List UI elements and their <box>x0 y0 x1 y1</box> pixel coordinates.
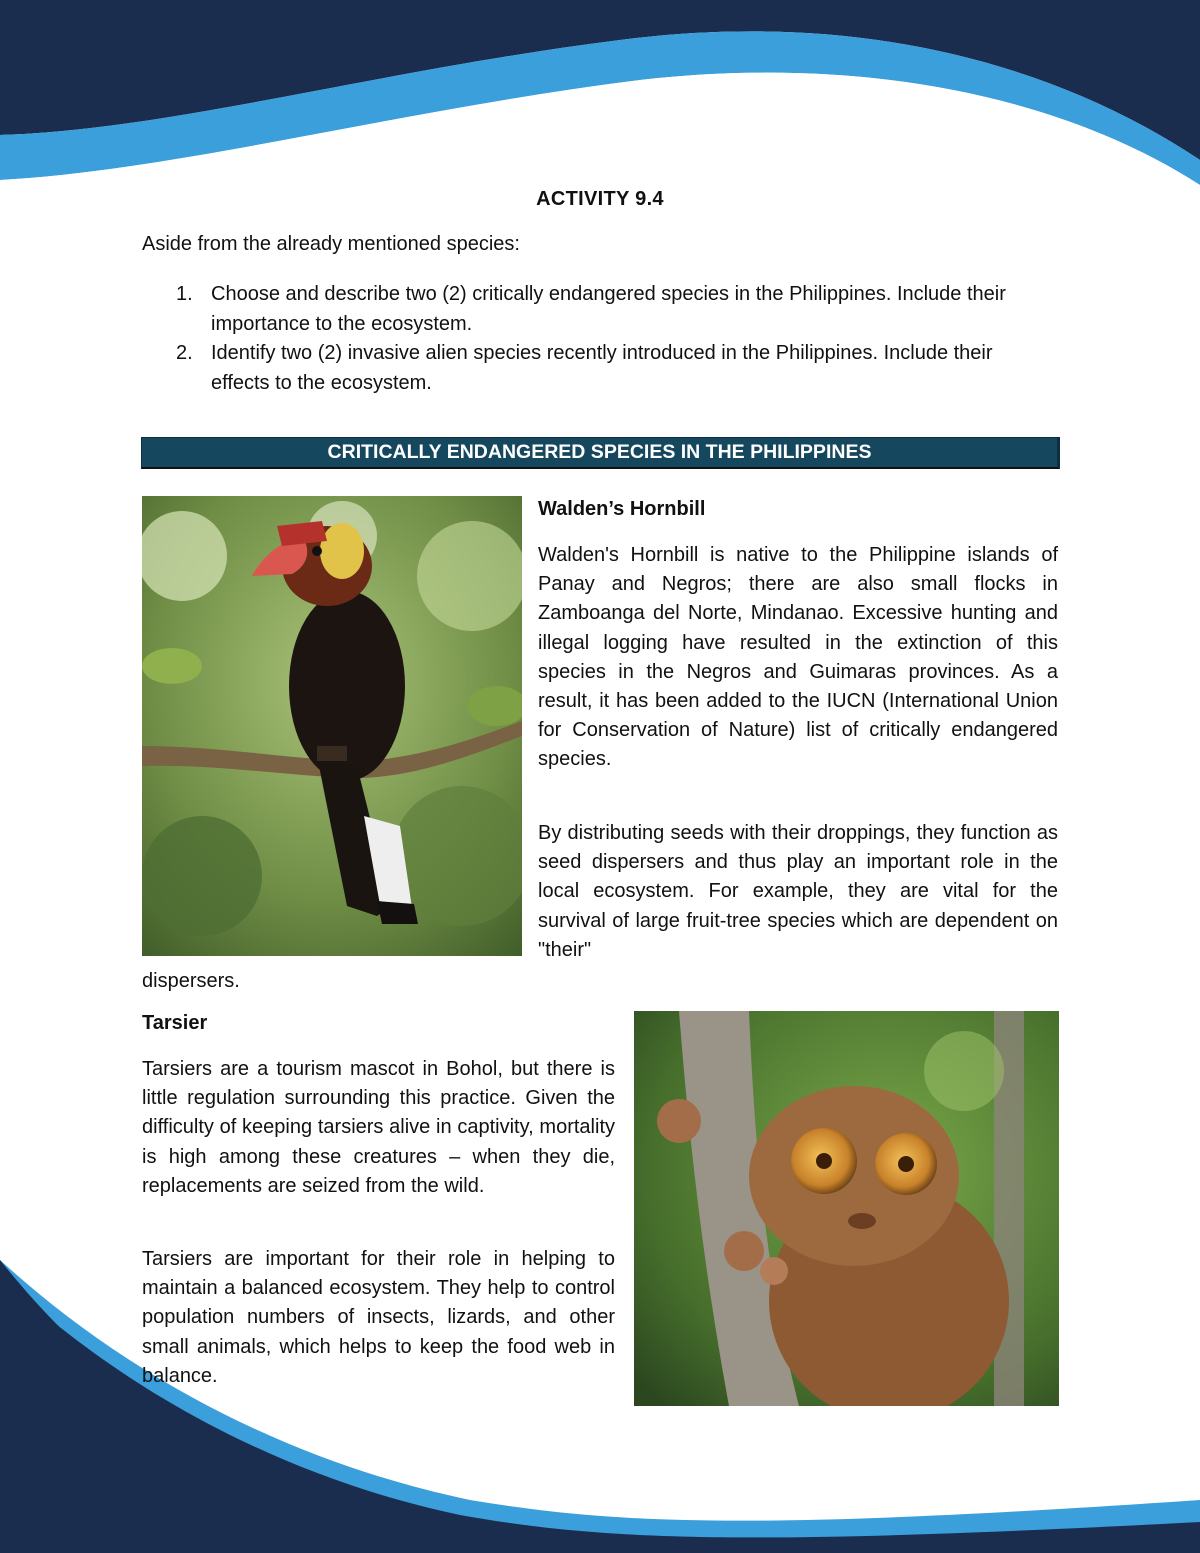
list-item-text: Choose and describe two (2) critically endangered species in the Philippines. Include their importance to the ecosystem. <box>211 283 1006 335</box>
tarsier-description: Tarsiers are a tourism mascot in Bohol, but there is little regulation surrounding this practice. Given the difficulty of keeping tarsiers alive in captivity, mortality is high among these creatures – when they die, replacements are seized from the wild. <box>142 1058 615 1197</box>
hornbill-description: Walden's Hornbill is native to the Philippine islands of Panay and Negros; there are also small flocks in Zamboanga del Norte, Mindanao. Excessive hunting and illegal logging have resulted in the extinction of this species in the Negros and Guimaras provinces. As a result, it has been added to the IUCN (International Union for Conservation of Nature) list of critically endangered species. <box>538 544 1058 771</box>
activity-intro: Aside from the already mentioned species: <box>142 233 520 255</box>
section-banner: CRITICALLY ENDANGERED SPECIES IN THE PHILIPPINES <box>141 437 1060 469</box>
list-item <box>142 280 1042 339</box>
list-item-text: Identify two (2) invasive alien species recently introduced in the Philippines. Include their effects to the ecosystem. <box>211 342 993 394</box>
hornbill-photo <box>142 496 522 956</box>
tarsier-importance: Tarsiers are important for their role in helping to maintain a balanced ecosystem. They help to control population numbers of insects, lizards, and other small animals, which helps to keep the food web in balance. <box>142 1248 615 1387</box>
activity-title: ACTIVITY 9.4 <box>536 188 664 210</box>
tarsier-photo <box>634 1011 1059 1406</box>
task-list <box>142 280 1042 398</box>
tarsier-heading: Tarsier <box>142 1012 208 1034</box>
list-item-number: 2. <box>176 342 193 364</box>
hornbill-importance: By distributing seeds with their droppings, they function as seed dispersers and thus play an important role in the local ecosystem. For example, they are vital for the survival of large fruit-tree species which are dependent on "their" <box>538 822 1058 961</box>
hornbill-heading: Walden’s Hornbill <box>538 498 706 520</box>
list-item-number: 1. <box>176 283 193 305</box>
list-item <box>142 339 1042 398</box>
hornbill-importance-end: dispersers. <box>142 970 240 992</box>
